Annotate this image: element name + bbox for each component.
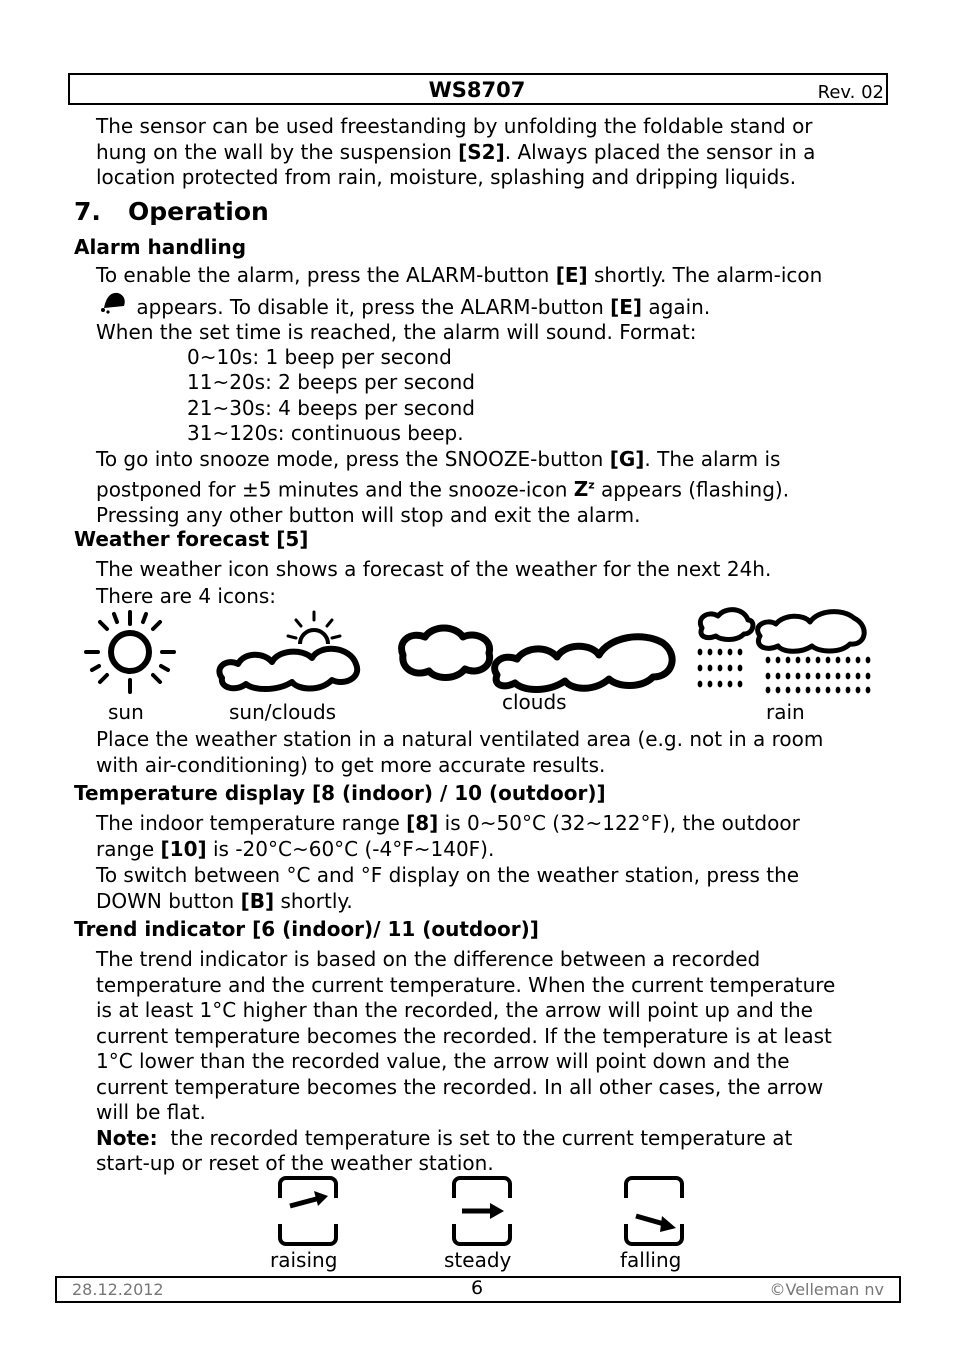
rain-icon: [694, 606, 879, 698]
snooze-paragraph: To go into snooze mode, press the SNOOZE-button [G]. The alarm is postponed for ±5 minutes and the snooze-icon $Z^z$ appears (flashing). Pressing any other button will stop and exit the alarm.: [96, 447, 790, 527]
temperature-paragraph: The indoor temperature range [8] is 0~50°C (32~122°F), the outdoor range [10] is -20°C~60°C (-4°F~140F). To switch between °C and °F display on the weather station, press the DOWN button [B] shortly.: [96, 811, 800, 913]
weather-icon-label: clouds: [502, 690, 567, 714]
weather-icon-label: sun: [108, 700, 144, 724]
bell-icon: [96, 294, 130, 316]
trend-heading: Trend indicator [6 (indoor)/ 11 (outdoor)]: [74, 917, 539, 941]
footer-date: 28.12.2012: [72, 1280, 164, 1299]
intro-paragraph: The sensor can be used freestanding by unfolding the foldable stand or hung on the wall by the suspension [S2]. Always placed the sensor in a location protected from rain, moisture, splashing and dripping liquids.: [96, 114, 816, 189]
trend-paragraph: The trend indicator is based on the difference between a recorded temperature and the current temperature. When the current temperature is at least 1°C higher than the recorded, the arrow will point up and the current temperature becomes the recorded. If the temperature is at least 1°C lower than the recorded value, the arrow will point down and the current temperature becomes the recorded. In all other cases, the arrow will be flat. Note: the recorded temperature is set to the current temperature at start-up or reset of the weather station.: [96, 947, 836, 1175]
section-heading: 7. Operation: [74, 197, 269, 226]
document-title: WS8707: [428, 78, 526, 102]
trend-icon-label: raising: [270, 1248, 338, 1272]
sun-icon: [82, 608, 178, 698]
trend-down-icon: [622, 1174, 686, 1248]
clouds-icon: [397, 615, 677, 695]
weather-heading: Weather forecast [5]: [74, 527, 309, 551]
trend-up-icon: [276, 1174, 340, 1248]
weather-paragraph: The weather icon shows a forecast of the weather for the next 24h. There are 4 icons:: [96, 557, 772, 608]
footer-copyright: ©Velleman nv: [769, 1280, 884, 1299]
list-item: 0~10s: 1 beep per second: [187, 345, 452, 369]
alarm-format-list: [187, 345, 475, 446]
weather-icon-label: rain: [766, 700, 805, 724]
page-number: 6: [470, 1277, 484, 1299]
snooze-icon: $Z^z$: [573, 477, 595, 502]
temperature-heading: Temperature display [8 (indoor) / 10 (outdoor)]: [74, 781, 606, 805]
weather-icon-label: sun/clouds: [229, 700, 337, 724]
list-item: 31~120s: continuous beep.: [187, 420, 464, 445]
trend-steady-icon: [450, 1174, 514, 1248]
list-item: 11~20s: 2 beeps per second: [187, 370, 475, 395]
revision-label: Rev. 02: [817, 82, 884, 103]
ventilation-paragraph: Place the weather station in a natural ventilated area (e.g. not in a room with air-conditioning) to get more accurate results.: [96, 727, 824, 777]
list-item: 21~30s: 4 beeps per second: [187, 395, 475, 420]
sun-clouds-icon: [212, 608, 362, 698]
trend-icon-label: steady: [444, 1248, 512, 1272]
trend-icon-label: falling: [620, 1248, 682, 1272]
alarm-paragraph: To enable the alarm, press the ALARM-button [E] shortly. The alarm-icon appears. To disable it, press the ALARM-button [E] again. When the set time is reached, the alarm will sound. Format:: [96, 263, 823, 344]
alarm-heading: Alarm handling: [74, 235, 247, 259]
